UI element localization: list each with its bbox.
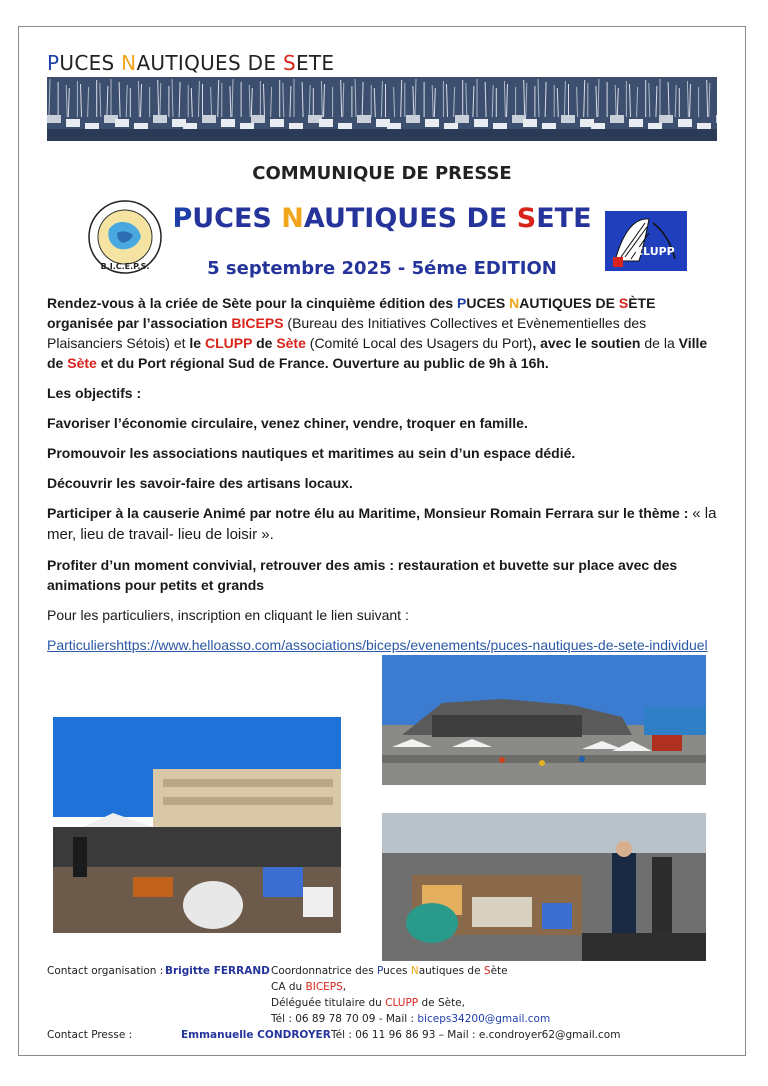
- main-title-part: S: [516, 203, 537, 234]
- intro-text: Ville de: [47, 335, 708, 371]
- intro-event-part: N: [509, 295, 520, 311]
- contact-org-row: [47, 1011, 727, 1027]
- contact-org-row: [47, 963, 727, 979]
- main-title-part: AUTIQUES DE: [303, 203, 517, 234]
- contact-org-row: [47, 979, 727, 995]
- intro-event-part: AUTIQUES DE: [519, 295, 619, 311]
- header-title-part: UCES: [59, 51, 122, 75]
- contact-org-row: [47, 995, 727, 1011]
- contact-event-part: uces: [383, 965, 411, 977]
- causerie-paragraph: [47, 503, 719, 545]
- intro-event-part: P: [457, 295, 467, 311]
- intro-biceps: BICEPS: [231, 315, 284, 331]
- contact-clupp: CLUPP: [385, 997, 419, 1009]
- event-date-edition: 5 septembre 2025 - 5éme EDITION: [207, 258, 557, 279]
- body-text: [47, 293, 719, 655]
- contact-text: ,: [342, 981, 347, 993]
- contact-org-phone-mail: [271, 1011, 550, 1027]
- contact-org-role: [271, 963, 508, 979]
- main-title-part: P: [172, 203, 193, 234]
- intro-text: , avec le soutien: [532, 335, 641, 351]
- intro-text: Port régional Sud de France. Ouverture au public de 9h à 16h.: [138, 355, 549, 371]
- causerie-text: Participer à la causerie Animé par notre élu au Maritime, Monsieur Romain Ferrara sur le thème :: [47, 505, 693, 521]
- intro-text: (Bureau des Initiatives Collectives et Evènementielles des Plaisanciers Sétois) et: [47, 315, 647, 351]
- intro-clupp: CLUPP: [204, 335, 253, 351]
- registration-link[interactable]: Particuliershttps://www.helloasso.com/associations/biceps/evenements/puces-nautiques-de-sete-individuel: [47, 637, 708, 653]
- intro-sete: Sète: [67, 355, 97, 371]
- photo-flea-market-crowd: [382, 813, 706, 961]
- intro-text: Rendez-vous à la criée de Sète pour la cinquième édition des: [47, 295, 458, 311]
- contact-event-part: S: [483, 965, 491, 977]
- header-title: [47, 51, 334, 75]
- intro-event-part: ÈTE: [628, 295, 656, 311]
- objective-item: Découvrir les savoir-faire des artisans locaux.: [47, 475, 353, 491]
- main-title-part: N: [281, 203, 304, 234]
- contact-org-delegate: [271, 995, 465, 1011]
- marina-banner-graphic: [47, 77, 717, 141]
- contact-press-row: [47, 1027, 727, 1043]
- contact-press-name: Emmanuelle CONDROYER: [181, 1029, 331, 1041]
- intro-paragraph: [47, 293, 719, 373]
- contact-event-part: ète: [490, 965, 508, 977]
- intro-text: organisée par l’association: [47, 315, 232, 331]
- intro-event-part: UCES: [466, 295, 510, 311]
- header-title-part: S: [282, 51, 296, 75]
- contact-text: de Sète,: [418, 997, 465, 1009]
- marina-banner-image: [47, 77, 717, 141]
- intro-text: et du: [96, 355, 139, 371]
- main-title-part: UCES: [192, 203, 282, 234]
- contacts-block: [47, 963, 727, 1043]
- photo-market-stalls: [53, 717, 341, 933]
- header-title-part: AUTIQUES DE: [136, 51, 283, 75]
- intro-event-name: [457, 295, 655, 311]
- objectives-heading: Les objectifs :: [47, 385, 142, 401]
- main-title-part: ETE: [536, 203, 592, 234]
- photo-criee-building: [382, 655, 706, 785]
- contact-org-role-text: Coordonnatrice des: [271, 965, 377, 977]
- header-title-part: P: [47, 51, 60, 75]
- press-release-page: [18, 26, 746, 1056]
- intro-text: (Comité Local des Usagers du Port): [305, 335, 533, 351]
- causerie-theme: « la mer, lieu de travail- lieu de loisir ».: [47, 505, 717, 543]
- header-title-part: N: [121, 51, 137, 75]
- contact-org-label: Contact organisation :: [47, 965, 164, 977]
- intro-sete: Sète: [276, 335, 306, 351]
- contact-press-info: Tél : 06 11 96 86 93 – Mail : e.condroyer62@gmail.com: [331, 1029, 621, 1041]
- contact-org-name: Brigitte FERRAND: [165, 965, 270, 977]
- intro-event-part: S: [618, 295, 629, 311]
- intro-text: de la: [640, 335, 679, 351]
- contact-text: CA du: [271, 981, 306, 993]
- contact-org-event: [377, 965, 508, 977]
- contact-org-email[interactable]: biceps34200@gmail.com: [417, 1013, 551, 1025]
- header-title-part: ETE: [295, 51, 335, 75]
- contact-text: Déléguée titulaire du: [271, 997, 386, 1009]
- contact-press-label: Contact Presse :: [47, 1029, 133, 1041]
- intro-text: de: [252, 335, 277, 351]
- intro-text: le: [189, 335, 205, 351]
- convivial-paragraph: Profiter d’un moment convivial, retrouver des amis : restauration et buvette sur place avec des animations pour petits et grands: [47, 557, 678, 593]
- registration-text: Pour les particuliers, inscription en cliquant le lien suivant :: [47, 607, 409, 623]
- svg-text:B.I.C.E.P.S.: B.I.C.E.P.S.: [100, 262, 150, 271]
- contact-event-part: P: [377, 965, 384, 977]
- contact-biceps: BICEPS: [305, 981, 343, 993]
- objective-item: Promouvoir les associations nautiques et maritimes au sein d’un espace dédié.: [47, 445, 576, 461]
- svg-text:CLUPP: CLUPP: [635, 245, 675, 258]
- contact-text: Tél : 06 89 78 70 09 - Mail :: [271, 1013, 418, 1025]
- contact-org-ca: [271, 979, 346, 995]
- contact-event-part: autiques de: [418, 965, 484, 977]
- contact-event-part: N: [410, 965, 419, 977]
- objective-item: Favoriser l’économie circulaire, venez chiner, vendre, troquer en famille.: [47, 415, 528, 431]
- press-release-label: COMMUNIQUE DE PRESSE: [252, 163, 512, 184]
